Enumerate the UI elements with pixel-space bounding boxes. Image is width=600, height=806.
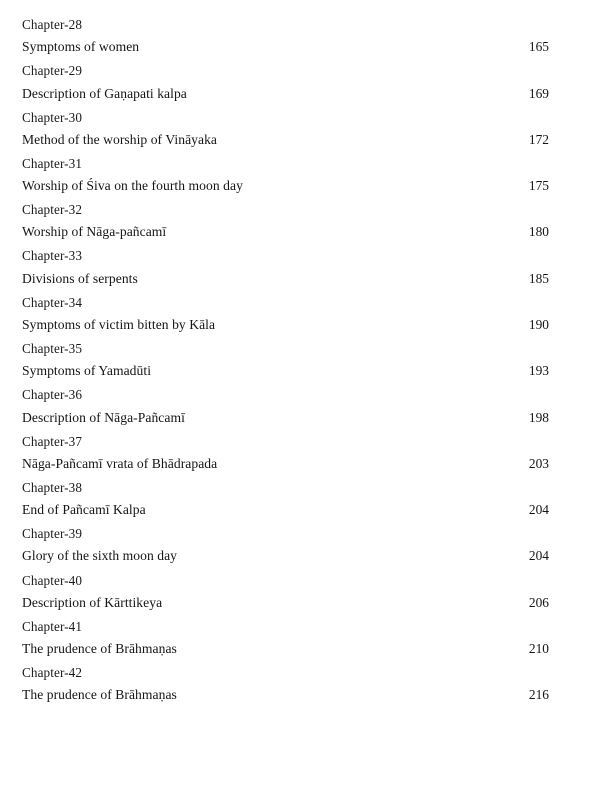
- toc-row: [20, 87, 558, 101]
- entry-title: Method of the worship of Vināyaka: [22, 131, 218, 147]
- chapter-label: Chapter-30: [22, 109, 83, 125]
- entry-title: Worship of Śiva on the fourth moon day: [22, 178, 243, 194]
- entry-page-number: 172: [528, 131, 549, 147]
- entry-page-number: 204: [528, 548, 549, 564]
- toc-entry: [20, 18, 558, 54]
- chapter-label: Chapter-42: [22, 665, 83, 681]
- toc-row: [20, 503, 558, 517]
- toc-row: [20, 688, 558, 702]
- toc-row: [20, 225, 558, 239]
- entry-title: Divisions of serpents: [22, 270, 138, 286]
- toc-entry: [20, 574, 558, 610]
- entry-title: The prudence of Brāhmaṇas: [22, 641, 177, 657]
- entry-title: Description of Kārttikeya: [22, 594, 163, 610]
- entry-title: Description of Gaṇapati kalpa: [22, 85, 187, 101]
- entry-page-number: 210: [528, 641, 549, 657]
- entry-page-number: 206: [528, 594, 549, 610]
- toc-entry: [20, 481, 558, 517]
- entry-title: Description of Nāga-Pañcamī: [22, 409, 185, 425]
- entry-page-number: 216: [528, 687, 549, 703]
- entry-page-number: 175: [528, 178, 549, 194]
- toc-row: [20, 596, 558, 610]
- entry-page-number: 198: [528, 409, 549, 425]
- toc-entry: [20, 527, 558, 563]
- entry-title: The prudence of Brāhmaṇas: [22, 687, 177, 703]
- chapter-label: Chapter-40: [22, 572, 83, 588]
- chapter-label: Chapter-34: [22, 294, 83, 310]
- entry-page-number: 203: [528, 455, 549, 471]
- entry-page-number: 185: [528, 270, 549, 286]
- entry-title: End of Pañcamī Kalpa: [22, 502, 146, 518]
- chapter-label: Chapter-31: [22, 155, 83, 171]
- chapter-label: Chapter-41: [22, 618, 83, 634]
- entry-page-number: 180: [528, 224, 549, 240]
- entry-page-number: 204: [528, 502, 549, 518]
- toc-entry: [20, 111, 558, 147]
- entry-title: Glory of the sixth moon day: [22, 548, 178, 564]
- toc-entry: [20, 666, 558, 702]
- entry-page-number: 169: [528, 85, 549, 101]
- entry-title: Symptoms of Yamadūti: [22, 363, 152, 379]
- toc-entry: [20, 64, 558, 100]
- chapter-label: Chapter-33: [22, 248, 83, 264]
- toc-row: [20, 133, 558, 147]
- chapter-label: Chapter-37: [22, 433, 83, 449]
- chapter-label: Chapter-38: [22, 479, 83, 495]
- toc-row: [20, 411, 558, 425]
- entry-page-number: 193: [528, 363, 549, 379]
- toc-entry: [20, 249, 558, 285]
- toc-row: [20, 642, 558, 656]
- entry-title: Worship of Nāga-pañcamī: [22, 224, 167, 240]
- chapter-label: Chapter-35: [22, 341, 83, 357]
- toc-row: [20, 549, 558, 563]
- chapter-label: Chapter-36: [22, 387, 83, 403]
- entry-title: Symptoms of victim bitten by Kāla: [22, 316, 216, 332]
- toc-entry: [20, 620, 558, 656]
- entry-title: Symptoms of women: [22, 39, 140, 55]
- toc-entry: [20, 203, 558, 239]
- toc-row: [20, 364, 558, 378]
- chapter-label: Chapter-28: [22, 17, 83, 32]
- toc-row: [20, 457, 558, 471]
- toc-row: [20, 272, 558, 286]
- entry-title: Nāga-Pañcamī vrata of Bhādrapada: [22, 455, 218, 471]
- toc-row: [20, 179, 558, 193]
- chapter-label: Chapter-39: [22, 526, 83, 542]
- toc-entry: [20, 435, 558, 471]
- table-of-contents: [20, 18, 558, 702]
- toc-entry: [20, 296, 558, 332]
- chapter-label: Chapter-29: [22, 63, 83, 79]
- toc-entry: [20, 388, 558, 424]
- toc-row: [20, 40, 558, 54]
- toc-entry: [20, 157, 558, 193]
- chapter-label: Chapter-32: [22, 202, 83, 218]
- toc-entry: [20, 342, 558, 378]
- entry-page-number: 190: [528, 316, 549, 332]
- entry-page-number: 165: [528, 39, 549, 55]
- toc-row: [20, 318, 558, 332]
